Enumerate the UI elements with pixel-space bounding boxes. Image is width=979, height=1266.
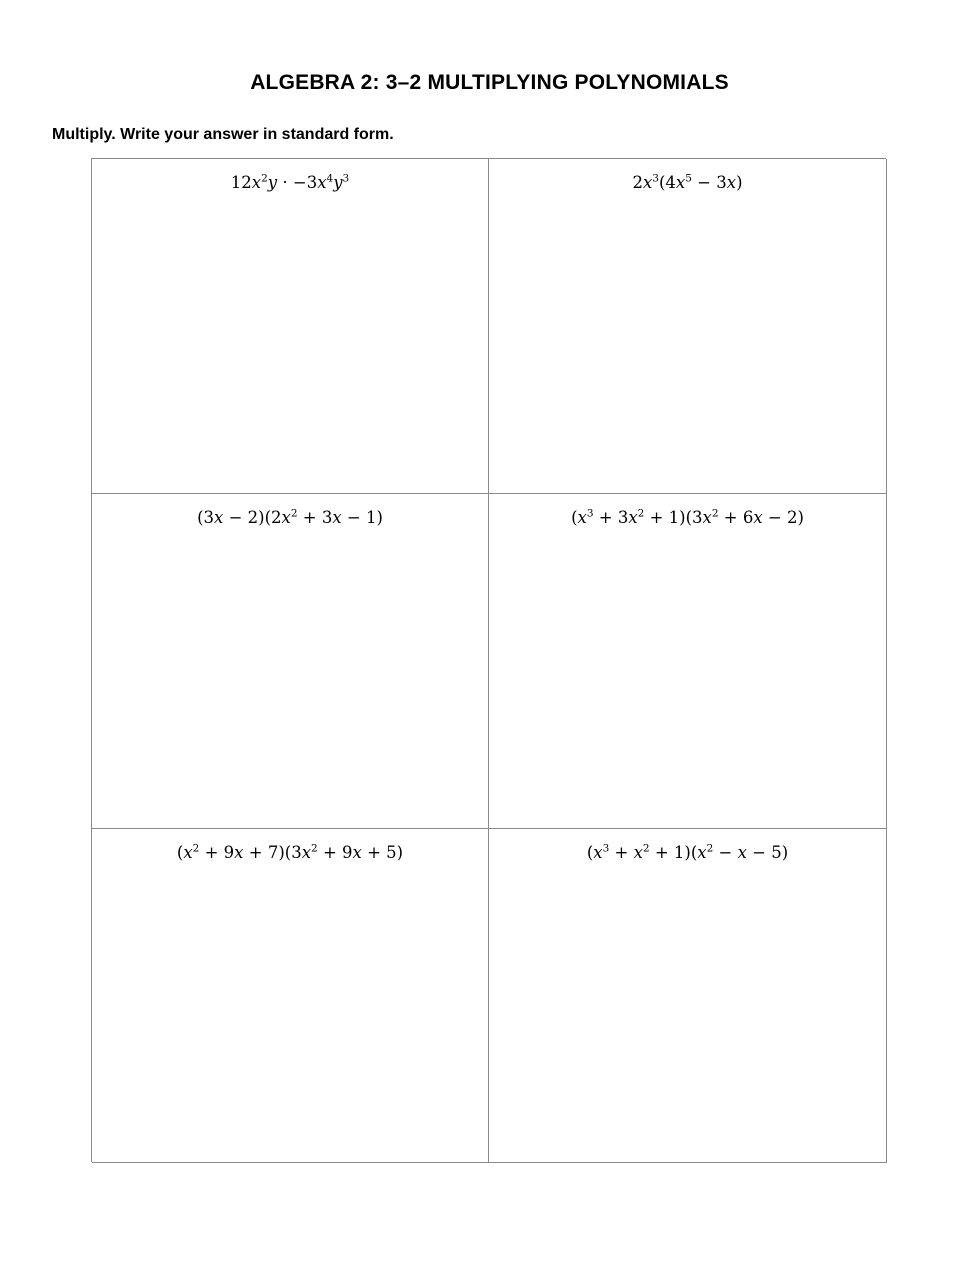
problem-cell-4[interactable]	[489, 494, 887, 829]
problem-expression: $2x^3(4x^5 - 3x)$	[632, 172, 743, 192]
problem-expression: $(x^3 + 3x^2 + 1)(3x^2 + 6x - 2)$	[571, 507, 804, 527]
problem-cell-2[interactable]	[489, 159, 887, 494]
problem-cell-1[interactable]	[92, 159, 489, 494]
problem-expression: $(x^3 + x^2 + 1)(x^2 - x - 5)$	[586, 842, 789, 862]
problem-cell-3[interactable]	[92, 494, 489, 829]
problem-expression: $(x^2 + 9x + 7)(3x^2 + 9x + 5)$	[176, 842, 404, 862]
problem-cell-5[interactable]	[92, 829, 489, 1163]
problem-cell-6[interactable]	[489, 829, 887, 1163]
problem-expression: $12x^2y \cdot -3x^4y^3$	[230, 172, 350, 192]
page-title: ALGEBRA 2: 3–2 MULTIPLYING POLYNOMIALS	[250, 71, 729, 94]
problem-expression: $(3x - 2)(2x^2 + 3x - 1)$	[197, 507, 383, 527]
instructions: Multiply. Write your answer in standard form.	[52, 126, 394, 143]
problem-grid	[91, 158, 886, 1162]
